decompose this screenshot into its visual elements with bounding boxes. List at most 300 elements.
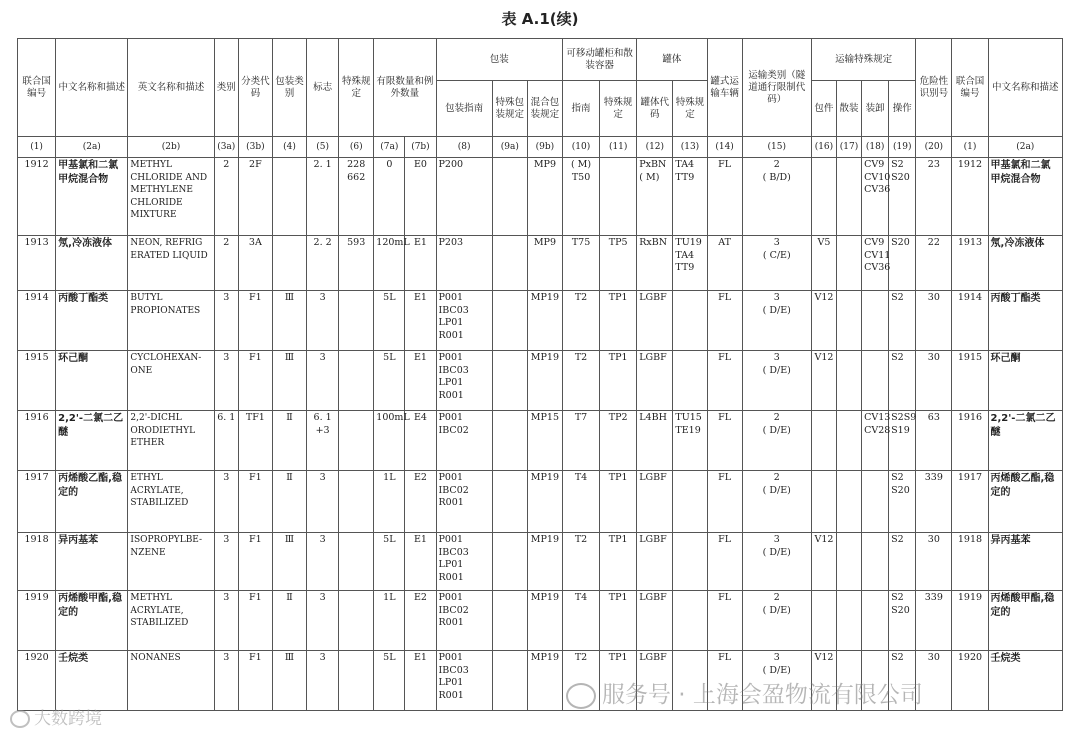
cell-classification-code: F1: [238, 533, 272, 591]
cell-class: 3: [214, 291, 238, 351]
cell-packing-instruction: P001 IBC02 R001: [436, 591, 492, 651]
cell-tank-vehicle: FL: [707, 471, 742, 533]
cell-tank-instruction: T75: [562, 236, 599, 291]
cell-un-number: 1914: [18, 291, 56, 351]
cell-packages-provision: [811, 591, 836, 651]
column-number: (16): [811, 137, 836, 158]
watermark-brand: 大数跨境: [10, 704, 102, 729]
cell-un-number-right: 1920: [952, 651, 988, 711]
cell-mixed-packing: MP19: [527, 471, 562, 533]
cell-tank-code: L4BH: [637, 411, 673, 471]
cell-classification-code: F1: [238, 351, 272, 411]
cell-special-packing: [492, 533, 527, 591]
cell-label: 3: [307, 651, 339, 711]
cell-transport-category: 2 ( B/D): [742, 158, 811, 236]
cell-packages-provision: V12: [811, 291, 836, 351]
cell-transport-category: 3 ( C/E): [742, 236, 811, 291]
cell-chinese-name: 异丙基苯: [56, 533, 128, 591]
cell-tank-code: LGBF: [637, 471, 673, 533]
cell-un-number: 1918: [18, 533, 56, 591]
cell-un-number: 1912: [18, 158, 56, 236]
cell-classification-code: F1: [238, 471, 272, 533]
cell-packages-provision: [811, 411, 836, 471]
table-row: [18, 591, 1063, 651]
dangerous-goods-table: [17, 38, 1063, 711]
cell-tank-code: LGBF: [637, 351, 673, 411]
cell-label: 2. 2: [307, 236, 339, 291]
cell-loading-provision: CV9 CV11 CV36: [862, 236, 889, 291]
cell-chinese-name: 丙酸丁酯类: [56, 291, 128, 351]
cell-label: 3: [307, 291, 339, 351]
cell-label: 3: [307, 591, 339, 651]
column-number: (11): [600, 137, 637, 158]
cell-label: 3: [307, 533, 339, 591]
header-labels: 标志: [307, 39, 339, 137]
cell-packing-instruction: P200: [436, 158, 492, 236]
cell-bulk-provision: [836, 158, 861, 236]
header-class: 类别: [214, 39, 238, 137]
cell-transport-category: 3 ( D/E): [742, 651, 811, 711]
cell-tank-special-2: [673, 533, 707, 591]
table-row: [18, 351, 1063, 411]
cell-special-packing: [492, 236, 527, 291]
column-number: (6): [339, 137, 374, 158]
header-tank-special-2: 特殊规定: [673, 81, 707, 137]
cell-special-packing: [492, 158, 527, 236]
cell-bulk-provision: [836, 471, 861, 533]
cell-bulk-provision: [836, 291, 861, 351]
header-tank: 罐体: [637, 39, 707, 81]
header-hazard-id: 危险性识别号: [916, 39, 952, 137]
cell-tank-code: LGBF: [637, 591, 673, 651]
header-portable-tanks: 可移动罐柜和散装容器: [562, 39, 636, 81]
cell-tank-instruction: T2: [562, 533, 599, 591]
cell-label: 6. 1 +3: [307, 411, 339, 471]
table-row: [18, 158, 1063, 236]
cell-tank-vehicle: FL: [707, 533, 742, 591]
cell-tank-special: TP2: [600, 411, 637, 471]
cell-chinese-name-right: 异丙基苯: [988, 533, 1062, 591]
cell-chinese-name: 壬烷类: [56, 651, 128, 711]
cell-packing-group: Ⅱ: [272, 591, 306, 651]
cell-mixed-packing: MP19: [527, 591, 562, 651]
cell-packages-provision: V12: [811, 533, 836, 591]
brand-logo-icon: [10, 710, 30, 728]
cell-hazard-id: 23: [916, 158, 952, 236]
column-number: (12): [637, 137, 673, 158]
cell-excepted-quantity: E1: [405, 533, 436, 591]
cell-tank-instruction: T2: [562, 291, 599, 351]
cell-hazard-id: 30: [916, 291, 952, 351]
cell-classification-code: TF1: [238, 411, 272, 471]
header-classification-code: 分类代码: [238, 39, 272, 137]
cell-special-provisions: [339, 291, 374, 351]
cell-transport-category: 3 ( D/E): [742, 533, 811, 591]
column-number: (3a): [214, 137, 238, 158]
cell-tank-special-2: TA4 TT9: [673, 158, 707, 236]
column-number: (2b): [128, 137, 214, 158]
cell-operation-provision: S2 S20: [889, 591, 916, 651]
cell-tank-special-2: [673, 471, 707, 533]
column-number: (7a): [374, 137, 405, 158]
cell-transport-category: 3 ( D/E): [742, 351, 811, 411]
cell-class: 3: [214, 533, 238, 591]
cell-excepted-quantity: E2: [405, 591, 436, 651]
cell-tank-special: [600, 158, 637, 236]
cell-tank-special-2: TU15 TE19: [673, 411, 707, 471]
cell-tank-instruction: T2: [562, 651, 599, 711]
cell-chinese-name: 环己酮: [56, 351, 128, 411]
cell-bulk-provision: [836, 411, 861, 471]
cell-un-number: 1913: [18, 236, 56, 291]
cell-special-provisions: [339, 591, 374, 651]
cell-packing-group: Ⅲ: [272, 651, 306, 711]
cell-special-packing: [492, 471, 527, 533]
cell-class: 2: [214, 236, 238, 291]
cell-packing-instruction: P001 IBC03 LP01 R001: [436, 351, 492, 411]
cell-transport-category: 3 ( D/E): [742, 291, 811, 351]
cell-special-provisions: 593: [339, 236, 374, 291]
table-row: [18, 411, 1063, 471]
header-limited-quantities: 有限数量和例外数量: [374, 39, 436, 137]
cell-tank-special: TP1: [600, 291, 637, 351]
cell-excepted-quantity: E1: [405, 291, 436, 351]
cell-tank-vehicle: FL: [707, 291, 742, 351]
cell-limited-quantity: 100mL: [374, 411, 405, 471]
cell-operation-provision: S2: [889, 291, 916, 351]
cell-packing-group: Ⅲ: [272, 533, 306, 591]
cell-tank-special: TP1: [600, 471, 637, 533]
cell-class: 2: [214, 158, 238, 236]
cell-tank-vehicle: FL: [707, 351, 742, 411]
header-mixed-packing: 混合包装规定: [527, 81, 562, 137]
cell-hazard-id: 30: [916, 651, 952, 711]
header-tank-vehicle: 罐式运输车辆: [707, 39, 742, 137]
cell-un-number-right: 1912: [952, 158, 988, 236]
cell-limited-quantity: 5L: [374, 351, 405, 411]
cell-loading-provision: CV13 CV28: [862, 411, 889, 471]
cell-packing-instruction: P001 IBC03 LP01 R001: [436, 533, 492, 591]
cell-mixed-packing: MP9: [527, 158, 562, 236]
cell-chinese-name-right: 环己酮: [988, 351, 1062, 411]
table-row: [18, 236, 1063, 291]
cell-classification-code: 2F: [238, 158, 272, 236]
cell-english-name: BUTYL PROPIONATES: [128, 291, 214, 351]
cell-special-provisions: 228 662: [339, 158, 374, 236]
cell-packing-group: [272, 236, 306, 291]
cell-operation-provision: S20: [889, 236, 916, 291]
cell-tank-vehicle: FL: [707, 591, 742, 651]
cell-limited-quantity: 5L: [374, 651, 405, 711]
cell-tank-vehicle: FL: [707, 651, 742, 711]
cell-excepted-quantity: E1: [405, 351, 436, 411]
cell-tank-special: TP5: [600, 236, 637, 291]
cell-packing-instruction: P203: [436, 236, 492, 291]
header-english-name: 英文名称和描述: [128, 39, 214, 137]
cell-class: 3: [214, 351, 238, 411]
table-title: 表 A.1(续): [501, 10, 579, 28]
cell-english-name: NEON, REFRIG ERATED LIQUID: [128, 236, 214, 291]
cell-loading-provision: [862, 591, 889, 651]
cell-tank-code: PxBN ( M): [637, 158, 673, 236]
cell-excepted-quantity: E0: [405, 158, 436, 236]
cell-mixed-packing: MP19: [527, 291, 562, 351]
cell-packing-instruction: P001 IBC03 LP01 R001: [436, 291, 492, 351]
column-number: (2a): [56, 137, 128, 158]
column-number: (10): [562, 137, 599, 158]
cell-hazard-id: 22: [916, 236, 952, 291]
cell-limited-quantity: 0: [374, 158, 405, 236]
cell-chinese-name: 丙烯酸甲酯,稳定的: [56, 591, 128, 651]
cell-hazard-id: 339: [916, 471, 952, 533]
cell-tank-special-2: TU19 TA4 TT9: [673, 236, 707, 291]
column-number: (3b): [238, 137, 272, 158]
cell-tank-code: LGBF: [637, 291, 673, 351]
cell-packages-provision: V5: [811, 236, 836, 291]
cell-un-number-right: 1919: [952, 591, 988, 651]
header-operation: 操作: [889, 81, 916, 137]
cell-tank-instruction: ( M) T50: [562, 158, 599, 236]
cell-chinese-name-right: 丙酸丁酯类: [988, 291, 1062, 351]
cell-english-name: ISOPROPYLBE-NZENE: [128, 533, 214, 591]
column-number: (20): [916, 137, 952, 158]
column-number: (9a): [492, 137, 527, 158]
cell-special-packing: [492, 651, 527, 711]
cell-excepted-quantity: E2: [405, 471, 436, 533]
cell-transport-category: 2 ( D/E): [742, 411, 811, 471]
cell-english-name: METHYL CHLORIDE AND METHYLENE CHLORIDE MIXTURE: [128, 158, 214, 236]
cell-class: 3: [214, 471, 238, 533]
column-number: (19): [889, 137, 916, 158]
cell-mixed-packing: MP15: [527, 411, 562, 471]
cell-tank-special: TP1: [600, 591, 637, 651]
column-number: (13): [673, 137, 707, 158]
header-un-number: 联合国编号: [18, 39, 56, 137]
cell-special-provisions: [339, 651, 374, 711]
cell-chinese-name: 氖,冷冻液体: [56, 236, 128, 291]
cell-chinese-name-right: 壬烷类: [988, 651, 1062, 711]
cell-tank-instruction: T2: [562, 351, 599, 411]
cell-loading-provision: [862, 291, 889, 351]
cell-class: 3: [214, 651, 238, 711]
cell-chinese-name-right: 丙烯酸甲酯,稳定的: [988, 591, 1062, 651]
cell-english-name: ETHYL ACRYLATE, STABILIZED: [128, 471, 214, 533]
table-row: [18, 533, 1063, 591]
column-number: (1): [952, 137, 988, 158]
header-special-packing: 特殊包装规定: [492, 81, 527, 137]
cell-excepted-quantity: E4: [405, 411, 436, 471]
cell-packing-group: [272, 158, 306, 236]
cell-limited-quantity: 5L: [374, 291, 405, 351]
cell-chinese-name-right: 甲基氯和二氯甲烷混合物: [988, 158, 1062, 236]
header-tank-special: 特殊规定: [600, 81, 637, 137]
cell-english-name: 2,2'-DICHL ORODIETHYL ETHER: [128, 411, 214, 471]
cell-hazard-id: 339: [916, 591, 952, 651]
cell-tank-code: LGBF: [637, 533, 673, 591]
cell-transport-category: 2 ( D/E): [742, 471, 811, 533]
cell-special-provisions: [339, 471, 374, 533]
cell-tank-special: TP1: [600, 351, 637, 411]
cell-un-number: 1915: [18, 351, 56, 411]
column-number: (5): [307, 137, 339, 158]
header-packages: 包件: [811, 81, 836, 137]
cell-packing-group: Ⅱ: [272, 411, 306, 471]
cell-operation-provision: S2 S20: [889, 158, 916, 236]
cell-chinese-name-right: 氖,冷冻液体: [988, 236, 1062, 291]
watermark-service: 服务号 · 上海会盈物流有限公司: [566, 676, 923, 709]
table-row: [18, 291, 1063, 351]
header-transport-category: 运输类别（隧道通行限制代码）: [742, 39, 811, 137]
cell-chinese-name: 2,2'-二氯二乙醚: [56, 411, 128, 471]
cell-chinese-name: 丙烯酸乙酯,稳定的: [56, 471, 128, 533]
header-bulk: 散装: [836, 81, 861, 137]
header-chinese-name: 中文名称和描述: [56, 39, 128, 137]
column-number: (17): [836, 137, 861, 158]
cell-limited-quantity: 1L: [374, 591, 405, 651]
cell-un-number-right: 1917: [952, 471, 988, 533]
cell-tank-special: TP1: [600, 651, 637, 711]
column-number: (14): [707, 137, 742, 158]
header-loading: 装卸: [862, 81, 889, 137]
cell-operation-provision: S2S9 S19: [889, 411, 916, 471]
cell-mixed-packing: MP19: [527, 651, 562, 711]
cell-label: 2. 1: [307, 158, 339, 236]
header-chinese-name-right: 中文名称和描述: [988, 39, 1062, 137]
cell-chinese-name-right: 丙烯酸乙酯,稳定的: [988, 471, 1062, 533]
header-packing-instructions: 包装指南: [436, 81, 492, 137]
cell-packages-provision: V12: [811, 651, 836, 711]
cell-special-provisions: [339, 533, 374, 591]
cell-classification-code: 3A: [238, 236, 272, 291]
cell-class: 3: [214, 591, 238, 651]
column-number: (1): [18, 137, 56, 158]
cell-tank-vehicle: FL: [707, 411, 742, 471]
cell-special-packing: [492, 291, 527, 351]
cell-bulk-provision: [836, 236, 861, 291]
cell-english-name: NONANES: [128, 651, 214, 711]
cell-bulk-provision: [836, 591, 861, 651]
cell-packing-instruction: P001 IBC02: [436, 411, 492, 471]
table-row: [18, 471, 1063, 533]
cell-loading-provision: [862, 533, 889, 591]
cell-loading-provision: CV9 CV10 CV36: [862, 158, 889, 236]
cell-english-name: METHYL ACRYLATE, STABILIZED: [128, 591, 214, 651]
cell-packages-provision: V12: [811, 351, 836, 411]
header-packing-group: 包装类别: [272, 39, 306, 137]
cell-special-provisions: [339, 411, 374, 471]
cell-tank-special: TP1: [600, 533, 637, 591]
cell-hazard-id: 30: [916, 533, 952, 591]
cell-hazard-id: 30: [916, 351, 952, 411]
cell-tank-special-2: [673, 351, 707, 411]
cell-tank-code: LGBF: [637, 651, 673, 711]
column-number: (18): [862, 137, 889, 158]
cell-un-number-right: 1918: [952, 533, 988, 591]
header-tank-code: 罐体代码: [637, 81, 673, 137]
cell-operation-provision: S2: [889, 351, 916, 411]
cell-english-name: CYCLOHEXAN-ONE: [128, 351, 214, 411]
cell-classification-code: F1: [238, 651, 272, 711]
cell-loading-provision: [862, 471, 889, 533]
cell-operation-provision: S2 S20: [889, 471, 916, 533]
cell-limited-quantity: 120mL: [374, 236, 405, 291]
header-tank-instructions: 指南: [562, 81, 599, 137]
cell-bulk-provision: [836, 351, 861, 411]
column-number: (2a): [988, 137, 1062, 158]
cell-loading-provision: [862, 351, 889, 411]
cell-tank-special-2: [673, 291, 707, 351]
cell-un-number: 1919: [18, 591, 56, 651]
cell-tank-instruction: T4: [562, 471, 599, 533]
cell-tank-instruction: T4: [562, 591, 599, 651]
column-number: (9b): [527, 137, 562, 158]
cell-tank-special-2: [673, 591, 707, 651]
cell-mixed-packing: MP19: [527, 533, 562, 591]
cell-bulk-provision: [836, 533, 861, 591]
column-number: (8): [436, 137, 492, 158]
cell-un-number: 1916: [18, 411, 56, 471]
column-number: (15): [742, 137, 811, 158]
column-number-row: [18, 137, 1063, 158]
cell-tank-code: RxBN: [637, 236, 673, 291]
cell-hazard-id: 63: [916, 411, 952, 471]
header-un-number-right: 联合国编号: [952, 39, 988, 137]
cell-excepted-quantity: E1: [405, 651, 436, 711]
cell-mixed-packing: MP9: [527, 236, 562, 291]
column-number: (7b): [405, 137, 436, 158]
cell-packing-instruction: P001 IBC02 R001: [436, 471, 492, 533]
cell-un-number-right: 1913: [952, 236, 988, 291]
cell-un-number-right: 1916: [952, 411, 988, 471]
cell-special-packing: [492, 411, 527, 471]
cell-label: 3: [307, 471, 339, 533]
cell-classification-code: F1: [238, 291, 272, 351]
cell-tank-vehicle: AT: [707, 236, 742, 291]
cell-operation-provision: S2: [889, 651, 916, 711]
cell-chinese-name-right: 2,2'-二氯二乙醚: [988, 411, 1062, 471]
wechat-icon: [566, 683, 596, 709]
cell-special-packing: [492, 591, 527, 651]
header-special-provisions: 特殊规定: [339, 39, 374, 137]
cell-operation-provision: S2: [889, 533, 916, 591]
cell-packing-group: Ⅲ: [272, 351, 306, 411]
cell-mixed-packing: MP19: [527, 351, 562, 411]
cell-special-provisions: [339, 351, 374, 411]
cell-tank-vehicle: FL: [707, 158, 742, 236]
header-special-transport: 运输特殊规定: [811, 39, 915, 81]
cell-un-number: 1920: [18, 651, 56, 711]
cell-un-number-right: 1914: [952, 291, 988, 351]
cell-transport-category: 2 ( D/E): [742, 591, 811, 651]
cell-label: 3: [307, 351, 339, 411]
cell-packages-provision: [811, 471, 836, 533]
cell-limited-quantity: 1L: [374, 471, 405, 533]
cell-limited-quantity: 5L: [374, 533, 405, 591]
cell-special-packing: [492, 351, 527, 411]
cell-chinese-name: 甲基氯和二氯甲烷混合物: [56, 158, 128, 236]
column-number: (4): [272, 137, 306, 158]
cell-class: 6. 1: [214, 411, 238, 471]
header-packaging: 包装: [436, 39, 562, 81]
cell-classification-code: F1: [238, 591, 272, 651]
cell-packages-provision: [811, 158, 836, 236]
cell-packing-group: Ⅱ: [272, 471, 306, 533]
cell-packing-instruction: P001 IBC03 LP01 R001: [436, 651, 492, 711]
cell-packing-group: Ⅲ: [272, 291, 306, 351]
cell-excepted-quantity: E1: [405, 236, 436, 291]
cell-un-number-right: 1915: [952, 351, 988, 411]
cell-tank-instruction: T7: [562, 411, 599, 471]
